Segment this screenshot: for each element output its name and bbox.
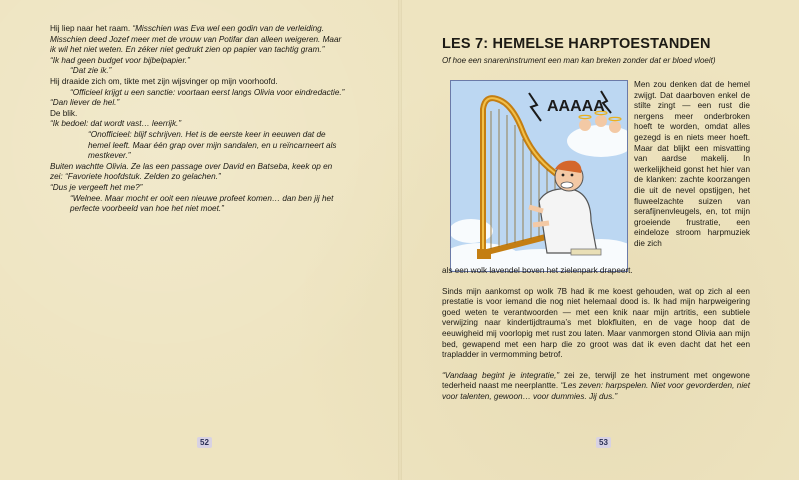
scream-text: AAAAA [547,98,605,115]
text-line: Hij liep naar het raam. “Misschien was Eva wel een godin van de verleiding. Misschien deed Jozef meer met de vrouw van Potifar dan alleen weigeren. Maar ik wil het niet weten. En zéker niet gedrukt zien op papier van tachtig gram.” [50,24,342,55]
text-line: Hij draaide zich om, tikte met zijn wijsvinger op mijn voorhoofd. [50,76,278,86]
text-line: Buiten wachtte Olivia. Ze las een passage over David en Batseba, keek op en zei: “Favoriete hoofdstuk. Zelden zo gelachen.” [50,161,333,182]
page-number: 52 [197,437,212,448]
page-number: 53 [596,437,611,448]
text-line: “Ik bedoel: dat wordt vast… leerrijk.” [50,119,182,129]
right-page [402,0,799,480]
paragraph: als een wolk lavendel boven het zielenpark drapeert. [442,266,633,275]
chapter-title: LES 7: HEMELSE HARPTOESTANDEN [442,36,711,52]
text-line: “Welnee. Maar mocht er ooit een nieuwe profeet komen… dan ben jij het perfecte voorbeeld van hoe het niet moet.” [70,193,334,214]
text-line: “Dan liever de hel.” [50,98,120,108]
paragraph: Sinds mijn aankomst op wolk 7B had ik me koest gehouden, wat op zich al een prestatie is voor iemand die nog niet helemaal dood is. Ik had mijn harpweigering goed weten te verantwoorden — met een knik naar mijn artritis, een subtiele verwijzing naar kindertijdtrauma’s met blokfluiten, en de vage hoop dat de eeuwigheid mij voorlopig met rust zou laten. Maar vanmorgen stond Olivia aan mijn bed, gewapend met een harp die zo groot was dat ik even dacht dat het een trapladder in vermomming betrof. [442,286,750,360]
chapter-subtitle: Of hoe een snareninstrument een man kan breken zonder dat er bloed vloeit) [442,56,716,65]
text-line: “Ik had geen budget voor bijbelpapier.” [50,55,190,65]
harp-cartoon [451,81,627,271]
text-line: De blik. [50,108,78,118]
left-page-text [50,24,346,215]
right-page-text [442,266,750,413]
text-line: “Onofficieel: blijf schrijven. Het is de eerste keer in eeuwen dat de hemel leeft. Maar één grap over mijn sandalen, en u reïncarneert als mestkever.” [88,129,337,161]
left-page [0,0,398,480]
harp-illustration [450,80,628,272]
text-line: “Dus je vergeeft het me?” [50,182,143,192]
wrap-paragraph [634,80,750,250]
paragraph: Men zou denken dat de hemel zwijgt. Dat daarboven enkel de stilte zingt — een rust die nergens meer onderbroken hoeft te worden, omdat alles gezegd is en niets meer hoeft. Maar dat blijkt een misvatting van aardse makelij. In werkelijkheid gonst het hier van de klanken: zachte koorzangen die uit de nevel opstijgen, het fluweelzachte suizen van serafijnenvleugels, en, tot mijn groeiende frustratie, een eindeloze stroom harpmuziek die zich [634,80,750,248]
paragraph: “Vandaag begint je integratie,” zei ze, terwijl ze het instrument met ongewone tederheid naast me neerplantte. “Les zeven: harpspelen. Niet voor gevorderden, niet voor talenten, gewoon… voor dummies. Jij dus.” [442,370,750,401]
text-line: “Dat zie ik.” [70,66,112,76]
text-line-italic: “Misschien was Eva wel een godin van de verleiding. Misschien deed Jozef meer met de vrouw van Potifar dan alleen weigeren. Maar ik wil het niet weten. En zéker niet gedrukt zien op papier van tachtig gram.” [50,24,342,55]
text-line: “Officieel krijgt u een sanctie: voortaan eerst langs Olivia voor eindredactie.” [70,87,345,97]
